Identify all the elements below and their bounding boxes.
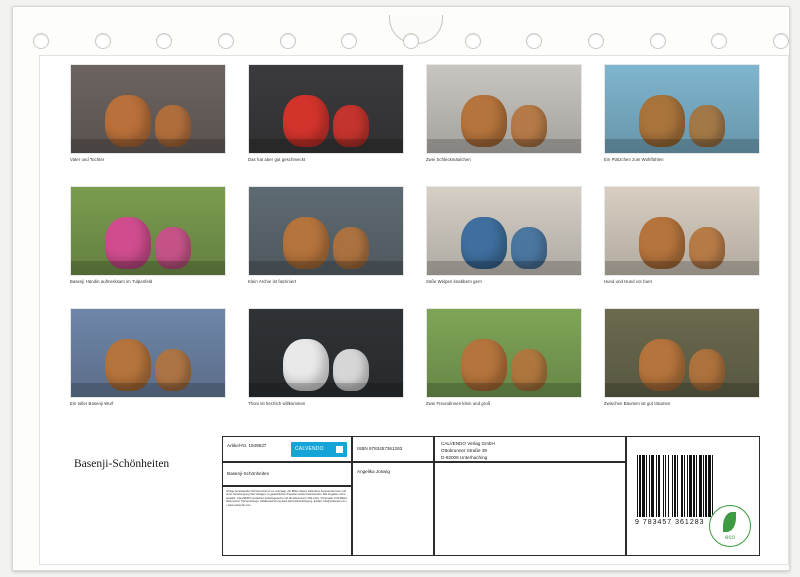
photo-caption: Zwischen Bäumen ist gut träumen [604,401,671,406]
photo-grid [70,64,760,424]
photo-cell [70,64,226,163]
photo-cell [248,64,404,163]
punch-hole [526,33,542,49]
calvendo-logo-text: CALVENDO [295,446,324,452]
legal-text-box [222,486,352,556]
publisher-city: D-82008 Unterhaching [441,455,488,460]
photo-cell [248,186,404,285]
photo-thumbnail [248,64,404,154]
photo-cell [604,64,760,163]
photo-foreground [427,139,581,153]
photo-thumbnail [248,308,404,398]
photo-cell [426,64,582,163]
photo-foreground [71,261,225,275]
photo-foreground [249,139,403,153]
photo-caption: Ein Plätzchen zum Wohlfühlen [604,157,664,162]
photo-cell [70,308,226,407]
calvendo-logo [291,442,347,457]
photo-caption: Klein Archie ist fasziniert [248,279,297,284]
leaf-icon [723,512,736,532]
photo-cell [70,186,226,285]
photo-thumbnail [604,308,760,398]
calendar-title: Basenji-Schönheiten [74,458,170,470]
publisher-street: Ottobrunner Straße 39 [441,448,487,453]
publisher-box [434,436,626,462]
photo-thumbnail [604,186,760,276]
photo-cell [426,186,582,285]
photo-caption: Zwei Freundinnen klein und groß [426,401,491,406]
photo-caption: Das hat aber gut geschmeckt [248,157,306,162]
photo-caption: Ein toller Basenji Wurf [70,401,114,406]
punch-hole-row [33,33,793,49]
photo-thumbnail [248,186,404,276]
photo-foreground [249,261,403,275]
calendar-page [39,55,789,565]
author-label: Angelika Joswig [357,469,390,474]
photo-foreground [71,139,225,153]
photo-foreground [71,383,225,397]
eco-logo [709,505,751,547]
isbn-label: ISBN 9783457361283 [357,446,403,451]
photo-thumbnail [70,64,226,154]
photo-cell [426,308,582,407]
calvendo-logo-mark [336,446,343,453]
punch-hole [156,33,172,49]
punch-hole [711,33,727,49]
photo-thumbnail [70,186,226,276]
punch-hole [403,33,419,49]
publisher-name: CALVENDO Verlag GmbH [441,441,495,446]
photo-caption: Vater und Tochter [70,157,105,162]
isbn-box [352,436,434,462]
photo-thumbnail [604,64,760,154]
punch-hole [95,33,111,49]
barcode-bar [713,455,715,517]
photo-foreground [605,261,759,275]
product-title-box [222,462,352,486]
photo-caption: Basenji Hündin aufmerksam im Tulpenfeld [70,279,153,284]
barcode-number: 9 783457 361283 [635,519,705,526]
punch-hole [650,33,666,49]
legal-text: Infolge bereitstender Schutzrechte ist es untersagt, die Bilder dieses Kalenders herauszutrennen und ohne Genehmigung des Verlages zu gewerblichen Zwecken weiterzuverwenden. Alle Angaben ohne Gewähr. CALVENDO produziert bedarfsgerecht und klimabewusst in DE & EU. Printmade CO2-Bilanz dank kurzer Transportwege, Abfallreduzierung dank Einzelstückfertigung. E-Mail: info@calvendo.com • www.calvendo.com [226,490,348,507]
photo-thumbnail [70,308,226,398]
photo-caption: Hund und Hund vor bunt [604,279,652,284]
punch-hole [218,33,234,49]
punch-hole [773,33,789,49]
article-number-label: Artikel-Nr. 1949637 [227,443,267,448]
calendar-sheet [12,6,790,571]
photo-cell [604,186,760,285]
photo-foreground [427,261,581,275]
photo-foreground [605,383,759,397]
barcode-box [626,436,760,556]
photo-thumbnail [426,64,582,154]
photo-cell [248,308,404,407]
publisher-body-box [434,462,626,556]
article-number-box [222,436,352,462]
calendar-footer [70,436,760,556]
punch-hole [465,33,481,49]
photo-caption: Süße Welpen knabbern gern [426,279,482,284]
punch-hole [33,33,49,49]
photo-foreground [249,383,403,397]
photo-thumbnail [426,186,582,276]
photo-thumbnail [426,308,582,398]
photo-foreground [605,139,759,153]
punch-hole [341,33,357,49]
product-title-label: Basenji-Schönheiten [227,471,270,476]
photo-foreground [427,383,581,397]
photo-cell [604,308,760,407]
punch-hole [280,33,296,49]
eco-logo-text: eco [725,535,735,541]
author-box [352,462,434,556]
barcode [637,455,723,517]
photo-caption: Zwei Schleckmäulchen [426,157,471,162]
photo-caption: Thoni ist herzlich willkommen [248,401,306,406]
punch-hole [588,33,604,49]
